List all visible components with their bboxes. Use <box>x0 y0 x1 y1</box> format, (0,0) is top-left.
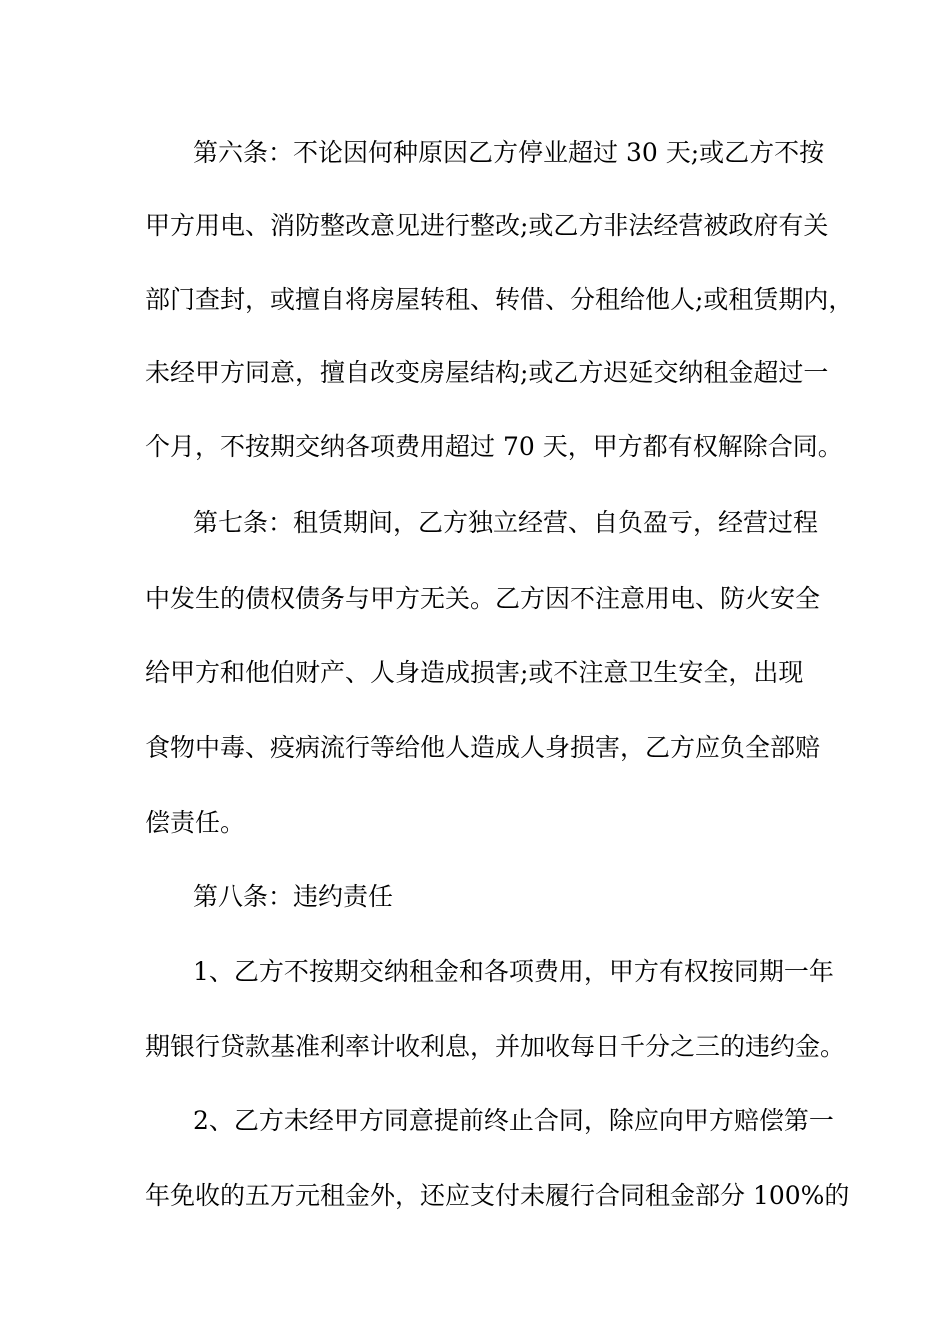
paragraph-line: 部门查封，或擅自将房屋转租、转借、分租给他人;或租赁期内， <box>145 285 854 314</box>
paragraph-line: 年免收的五万元租金外，还应支付未履行合同租金部分 100%的 <box>145 1181 850 1210</box>
section-heading: 第八条：违约责任 <box>193 882 394 911</box>
paragraph-line: 未经甲方同意，擅自改变房屋结构;或乙方迟延交纳租金超过一 <box>145 358 829 387</box>
paragraph-line: 期银行贷款基准利率计收利息，并加收每日千分之三的违约金。 <box>145 1032 846 1061</box>
paragraph-line: 第六条：不论因何种原因乙方停业超过 30 天;或乙方不按 <box>193 138 825 167</box>
paragraph-line: 给甲方和他伯财产、人身造成损害;或不注意卫生安全，出现 <box>145 658 804 687</box>
paragraph-line: 个月，不按期交纳各项费用超过 70 天，甲方都有权解除合同。 <box>145 432 843 461</box>
paragraph-line: 1、乙方不按期交纳租金和各项费用，甲方有权按同期一年 <box>193 957 834 986</box>
paragraph-line: 2、乙方未经甲方同意提前终止合同，除应向甲方赔偿第一 <box>193 1106 834 1135</box>
paragraph-line: 甲方用电、消防整改意见进行整改;或乙方非法经营被政府有关 <box>145 211 829 240</box>
paragraph-line: 中发生的债权债务与甲方无关。乙方因不注意用电、防火安全 <box>145 584 821 613</box>
paragraph-line: 食物中毒、疫病流行等给他人造成人身损害，乙方应负全部赔 <box>145 733 821 762</box>
paragraph-line: 第七条：租赁期间，乙方独立经营、自负盈亏，经营过程 <box>193 508 819 537</box>
paragraph-line: 偿责任。 <box>145 808 246 837</box>
